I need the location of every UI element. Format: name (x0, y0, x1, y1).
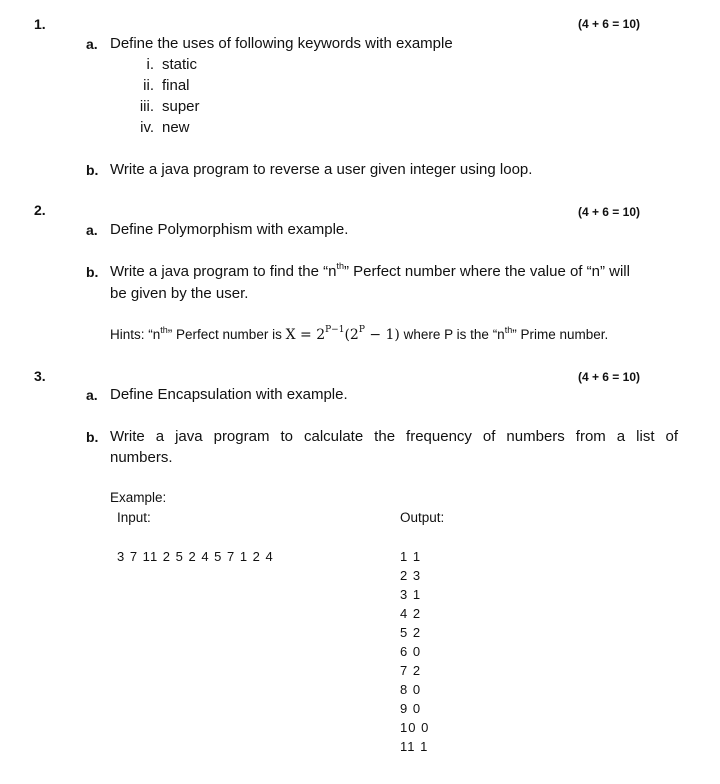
output-row: 2 3 (400, 568, 422, 583)
question-3-number: 3. (34, 368, 46, 384)
q1-part-a-label: a. (86, 36, 98, 52)
output-row: 4 2 (400, 606, 422, 621)
output-row: 7 2 (400, 663, 422, 678)
output-row: 8 0 (400, 682, 422, 697)
question-1-number: 1. (34, 16, 46, 32)
output-row: 3 1 (400, 587, 422, 602)
input-label: Input: (117, 510, 151, 525)
keyword-item: super (162, 98, 200, 115)
output-row: 11 1 (400, 739, 429, 754)
output-row: 1 1 (400, 549, 422, 564)
q3-part-b-label: b. (86, 429, 99, 445)
q1-part-a-text: Define the uses of following keywords with example (110, 35, 453, 52)
q3-part-b-line-1: Write a java program to calculate the frequency of numbers from a list of (110, 428, 678, 445)
keyword-item: new (162, 119, 190, 136)
output-row: 5 2 (400, 625, 422, 640)
question-2-number: 2. (34, 202, 46, 218)
q2-part-b-line-1: Write a java program to find the “$n^{th}$” Perfect number where the value of “n” will (110, 261, 630, 280)
q2-part-a-label: a. (86, 222, 98, 238)
q2-part-b-line-2: be given by the user. (110, 285, 249, 302)
q1-part-b-text: Write a java program to reverse a user given integer using loop. (110, 161, 533, 178)
question-3-marks: (4 + 6 = 10) (577, 370, 640, 384)
output-row: 9 0 (400, 701, 422, 716)
output-row: 6 0 (400, 644, 422, 659)
q3-part-a-label: a. (86, 387, 98, 403)
keyword-roman: iii. (139, 98, 154, 115)
perfect-number-formula: $X = 2^{P-1}(2^P - 1)$ (285, 325, 400, 343)
keyword-roman: iv. (140, 119, 154, 136)
q3-part-b-line-2: numbers. (110, 449, 173, 466)
output-row: 10 0 (400, 720, 430, 735)
q2-part-b-label: b. (86, 264, 99, 280)
question-1-marks: (4 + 6 = 10) (577, 17, 640, 31)
q2-hint: Hints: “$n^{th}$” Perfect number is $X = 2^{P-1}(2^P - 1)$ where P is the “$n^{th}$” Prime number. (110, 325, 609, 343)
keyword-roman: i. (146, 56, 154, 73)
keyword-item: final (162, 77, 190, 94)
question-2-marks: (4 + 6 = 10) (577, 205, 640, 219)
example-title: Example: (110, 490, 167, 505)
input-value: 3 7 11 2 5 2 4 5 7 1 2 4 (117, 549, 274, 564)
keyword-roman: ii. (143, 77, 154, 94)
q2-part-a-text: Define Polymorphism with example. (110, 221, 349, 238)
keyword-item: static (162, 56, 198, 73)
output-label: Output: (400, 510, 445, 525)
q3-part-a-text: Define Encapsulation with example. (110, 386, 348, 403)
q1-part-b-label: b. (86, 162, 99, 178)
